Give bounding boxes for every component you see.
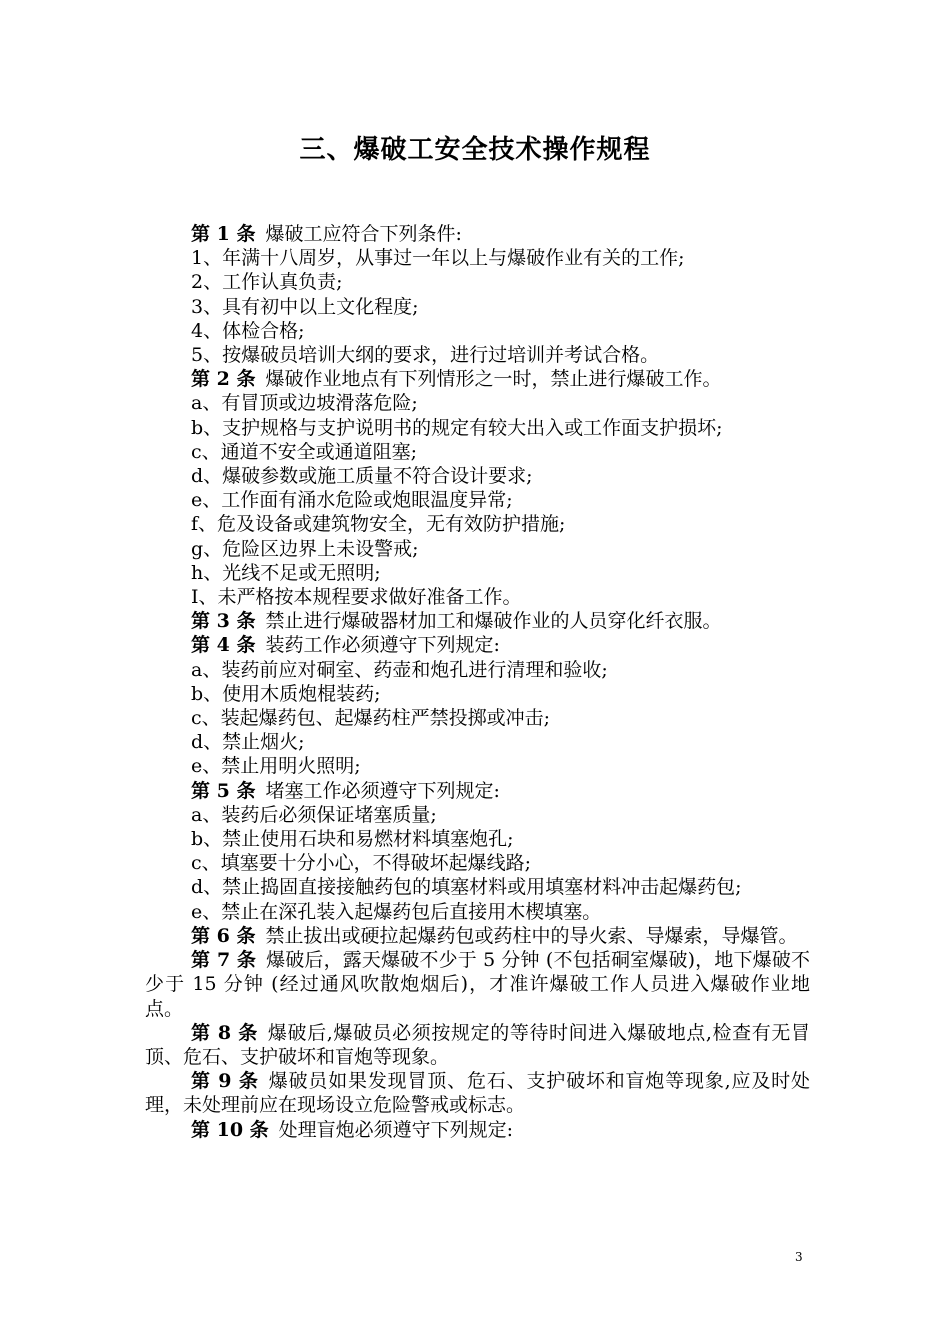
list-item: 4、体检合格; — [191, 319, 305, 342]
page-number: 3 — [795, 1250, 803, 1264]
list-item: h、光线不足或无照明; — [191, 561, 381, 584]
list-item: c、通道不安全或通道阻塞; — [191, 440, 418, 463]
article-label: 第 3 条 — [191, 610, 256, 633]
article-text: 爆破作业地点有下列情形之一时，禁止进行爆破工作。 — [265, 368, 722, 391]
article-label: 第 7 条 — [191, 949, 257, 972]
article-text: 装药工作必须遵守下列规定: — [265, 634, 500, 657]
article-text: 处理盲炮必须遵守下列规定: — [278, 1118, 514, 1141]
list-item: d、禁止捣固直接接触药包的填塞材料或用填塞材料冲击起爆药包; — [191, 876, 742, 899]
list-item: 2、工作认真负责; — [191, 271, 343, 294]
article-9 — [145, 1069, 810, 1117]
article-text: 爆破后,爆破员必须按规定的等待时间进入爆破地点,检查有无冒顶、危石、支护破坏和盲炮等现象。 — [145, 1021, 810, 1068]
article-text: 爆破工应符合下列条件: — [265, 223, 462, 245]
list-item: c、填塞要十分小心，不得破坏起爆线路; — [191, 852, 532, 875]
article-label: 第 1 条 — [191, 223, 256, 245]
article-1 — [145, 222, 810, 246]
article-2 — [145, 367, 810, 391]
article-5 — [145, 779, 810, 803]
article-7 — [145, 948, 810, 1021]
article-10 — [145, 1118, 810, 1142]
list-item: b、使用木质炮棍装药; — [191, 682, 381, 705]
list-item: I、未严格按本规程要求做好准备工作。 — [191, 586, 522, 609]
article-8 — [145, 1021, 810, 1069]
document-body — [145, 222, 810, 1142]
article-3 — [145, 609, 810, 633]
article-4 — [145, 633, 810, 657]
list-item: 1、年满十八周岁，从事过一年以上与爆破作业有关的工作; — [191, 247, 685, 270]
list-item: b、支护规格与支护说明书的规定有较大出入或工作面支护损坏; — [191, 416, 723, 439]
list-item: a、装药后必须保证堵塞质量; — [191, 803, 437, 826]
list-item: 5、按爆破员培训大纲的要求，进行过培训并考试合格。 — [191, 344, 660, 367]
article-text: 禁止拔出或硬拉起爆药包或药柱中的导火索、导爆索，导爆管。 — [265, 924, 798, 947]
article-6 — [145, 924, 810, 948]
list-item: e、禁止用明火照明; — [191, 755, 361, 778]
list-item: a、有冒顶或边坡滑落危险; — [191, 392, 418, 415]
list-item: f、危及设备或建筑物安全，无有效防护措施; — [191, 513, 566, 536]
article-text: 堵塞工作必须遵守下列规定: — [265, 779, 500, 802]
article-label: 第 10 条 — [191, 1118, 269, 1141]
list-item: b、禁止使用石块和易燃材料填塞炮孔; — [191, 828, 514, 851]
article-text: 禁止进行爆破器材加工和爆破作业的人员穿化纤衣服。 — [265, 610, 722, 633]
article-label: 第 8 条 — [191, 1021, 258, 1044]
list-item: d、禁止烟火; — [191, 731, 305, 754]
document-title: 三、爆破工安全技术操作规程 — [299, 135, 651, 165]
article-label: 第 2 条 — [191, 368, 256, 391]
article-text: 爆破员如果发现冒顶、危石、支护破坏和盲炮等现象,应及时处理，未处理前应在现场设立危险警戒或标志。 — [145, 1070, 811, 1117]
list-item: d、爆破参数或施工质量不符合设计要求; — [191, 465, 533, 488]
article-label: 第 6 条 — [191, 924, 256, 947]
list-item: 3、具有初中以上文化程度; — [191, 295, 419, 318]
list-item: e、禁止在深孔装入起爆药包后直接用木楔填塞。 — [191, 900, 602, 923]
list-item: g、危险区边界上未设警戒; — [191, 537, 419, 560]
list-item: c、装起爆药包、起爆药柱严禁投掷或冲击; — [191, 707, 551, 730]
article-label: 第 4 条 — [191, 634, 256, 657]
article-label: 第 5 条 — [191, 779, 256, 802]
article-text: 爆破后，露天爆破不少于 5 分钟 (不包括硐室爆破)，地下爆破不少于 15 分钟 (经过通风吹散炮烟后)，才准许爆破工作人员进入爆破作业地点。 — [145, 949, 810, 1020]
article-label: 第 9 条 — [191, 1070, 259, 1093]
list-item: a、装药前应对硐室、药壶和炮孔进行清理和验收; — [191, 658, 608, 681]
list-item: e、工作面有涌水危险或炮眼温度异常; — [191, 489, 513, 512]
